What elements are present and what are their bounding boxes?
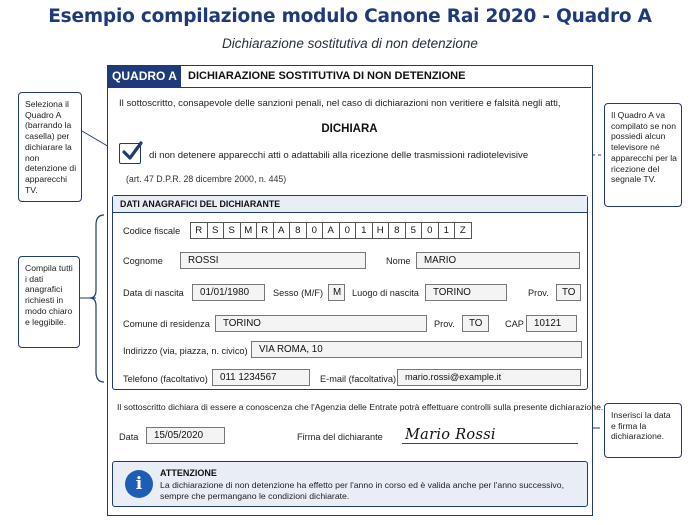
controls-statement: Il sottoscritto dichiara di essere a conoscenza che l'Agenzia delle Entrate potrà effettuare controlli sulla presente dichiarazione. — [117, 402, 604, 412]
prov-residenza-label: Prov. — [434, 319, 455, 329]
email-field[interactable]: mario.rossi@example.it — [397, 369, 581, 386]
cap-label: CAP — [505, 319, 524, 329]
dichiara-heading: DICHIARA — [321, 123, 378, 135]
cf-cell[interactable]: S — [223, 222, 241, 239]
callout-when-to-fill: Il Quadro A va compilato se non possiedi alcun televisore né apparecchi per la ricezione del segnale TV. — [604, 103, 682, 207]
telefono-label: Telefono (facoltativo) — [123, 374, 208, 384]
note-title: ATTENZIONE — [160, 468, 217, 478]
cf-cell[interactable]: A — [273, 222, 291, 239]
luogo-nascita-label: Luogo di nascita — [352, 288, 419, 298]
sesso-label: Sesso (M/F) — [273, 288, 324, 298]
cf-cell[interactable]: 0 — [306, 222, 324, 239]
indirizzo-field[interactable]: VIA ROMA, 10 — [251, 341, 582, 358]
cf-cell[interactable]: 0 — [339, 222, 357, 239]
article-reference: (art. 47 D.P.R. 28 dicembre 2000, n. 445) — [126, 174, 287, 184]
signature-line — [402, 443, 578, 444]
prov-nascita-field[interactable]: TO — [556, 284, 581, 301]
callout-dati-anagrafici: Compila tutti i dati anagrafici richiesti in modo chiaro e leggibile. — [18, 256, 80, 348]
cf-cell[interactable]: M — [240, 222, 258, 239]
data-field[interactable]: 15/05/2020 — [146, 427, 225, 444]
nome-label: Nome — [386, 256, 411, 266]
cf-cell[interactable]: R — [190, 222, 208, 239]
indirizzo-label: Indirizzo (via, piazza, n. civico) — [123, 346, 248, 356]
prov-residenza-field[interactable]: TO — [462, 315, 489, 332]
nome-field[interactable]: MARIO — [416, 252, 580, 269]
signature[interactable]: Mario Rossi — [405, 427, 496, 443]
callout-data-firma: Inserisci la data e firma la dichiarazione. — [604, 403, 682, 458]
codice-fiscale-label: Codice fiscale — [123, 226, 181, 236]
comune-label: Comune di residenza — [123, 319, 210, 329]
telefono-field[interactable]: 011 1234567 — [212, 369, 310, 386]
quadro-a-form — [107, 65, 604, 516]
comune-field[interactable]: TORINO — [215, 315, 427, 332]
cf-cell[interactable]: 5 — [405, 222, 423, 239]
note-text: La dichiarazione di non detenzione ha effetto per l'anno in corso ed è valida anche per l'anno successivo, sempre che permangano le condizioni dichiarate. — [160, 480, 565, 501]
declaration-text: di non detenere apparecchi atti o adattabili alla ricezione delle trasmissioni radiotelevisive — [149, 150, 529, 161]
page-subtitle: Dichiarazione sostitutiva di non detenzione — [222, 36, 478, 51]
codice-fiscale-field[interactable] — [191, 222, 472, 239]
cf-cell[interactable]: H — [372, 222, 390, 239]
cognome-field[interactable]: ROSSI — [180, 252, 366, 269]
cf-cell[interactable]: 1 — [438, 222, 456, 239]
cf-cell[interactable]: 1 — [355, 222, 373, 239]
section-heading: DATI ANAGRAFICI DEL DICHIARANTE — [113, 196, 587, 213]
cf-cell[interactable]: R — [256, 222, 274, 239]
data-label: Data — [119, 432, 139, 442]
attention-note — [112, 461, 588, 507]
checkmark-icon — [121, 140, 143, 162]
cf-cell[interactable]: 8 — [289, 222, 307, 239]
sesso-field[interactable]: M — [328, 284, 345, 301]
data-nascita-label: Data di nascita — [123, 288, 184, 298]
cap-field[interactable]: 10121 — [526, 315, 577, 332]
luogo-nascita-field[interactable]: TORINO — [425, 284, 507, 301]
intro-text: Il sottoscritto, consapevole delle sanzioni penali, nel caso di dichiarazioni non veritiere e falsità negli atti, — [119, 98, 561, 109]
cf-cell[interactable]: S — [207, 222, 225, 239]
non-detenzione-checkbox[interactable] — [119, 143, 141, 164]
info-icon: i — [125, 470, 153, 498]
cf-cell[interactable]: A — [322, 222, 340, 239]
quadro-a-tag: QUADRO A — [108, 66, 181, 87]
firma-label: Firma del dichiarante — [297, 432, 383, 442]
cf-cell[interactable]: 0 — [421, 222, 439, 239]
cognome-label: Cognome — [123, 256, 163, 266]
dati-anagrafici-section — [112, 195, 588, 390]
cf-cell[interactable]: 8 — [388, 222, 406, 239]
data-nascita-field[interactable]: 01/01/1980 — [192, 284, 265, 301]
page-title: Esempio compilazione modulo Canone Rai 2020 - Quadro A — [48, 6, 652, 27]
callout-select-quadro: Seleziona il Quadro A (barrando la casella) per dichiarare la non detenzione di apparecchi TV. — [18, 92, 82, 202]
cf-cell[interactable]: Z — [454, 222, 472, 239]
email-label: E-mail (facoltativa) — [320, 374, 397, 384]
quadro-heading: DICHIARAZIONE SOSTITUTIVA DI NON DETENZIONE — [188, 70, 466, 82]
heading-divider — [108, 87, 591, 88]
prov-nascita-label: Prov. — [528, 288, 549, 298]
